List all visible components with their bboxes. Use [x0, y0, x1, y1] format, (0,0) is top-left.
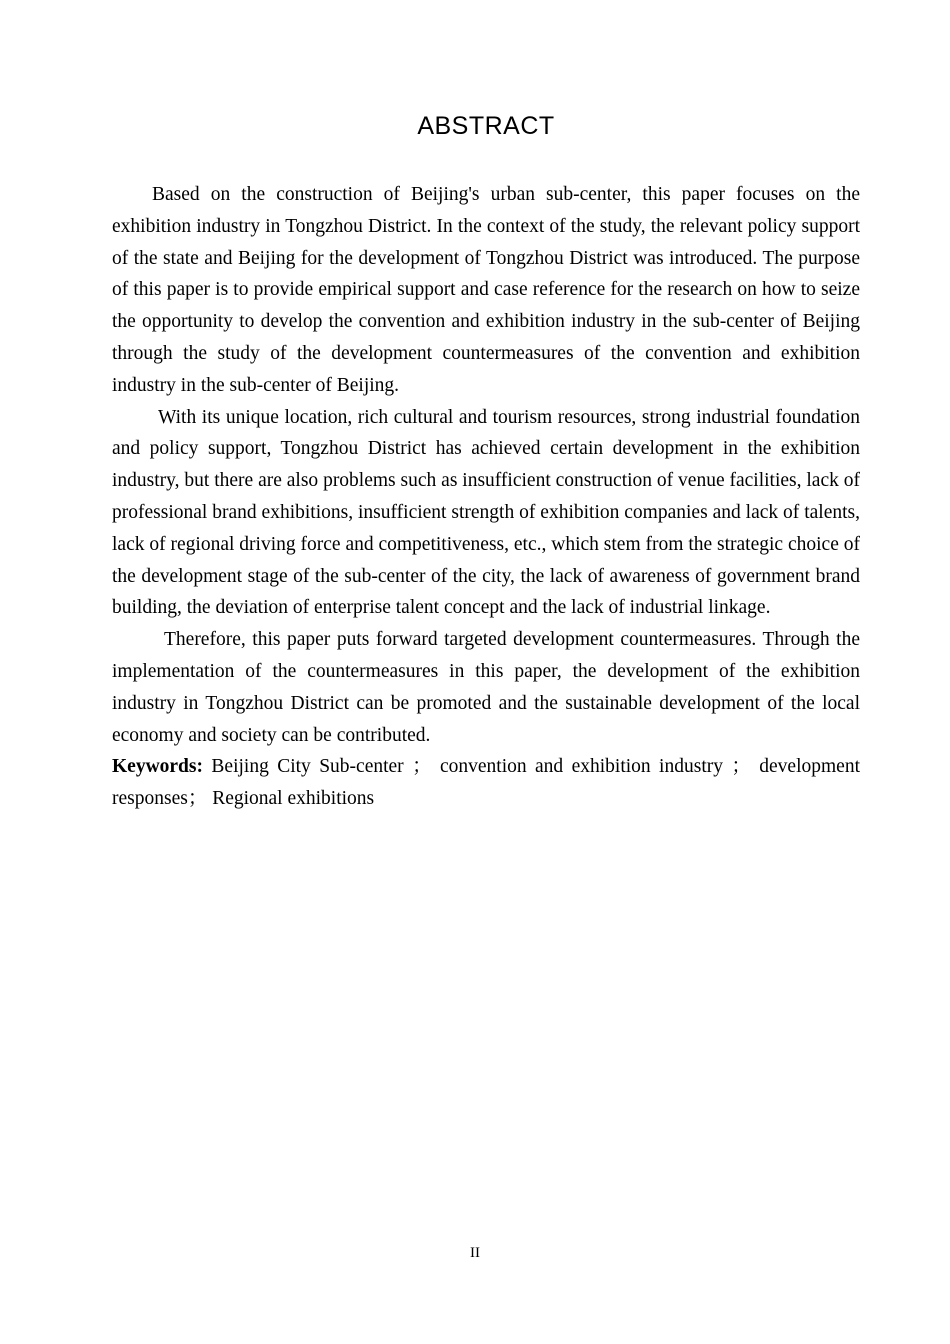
paragraph-2: With its unique location, rich cultural and tourism resources, strong industrial foundation and policy support, Tongzhou District has achieved certain development in the exhibition industry, but there are also problems such as insufficient construction of venue facilities, lack of professional brand exhibitions, insufficient strength of exhibition companies and lack of talents, lack of regional driving force and competitiveness, etc., which stem from the strategic choice of the development stage of the sub-center of the city, the lack of awareness of government brand building, the deviation of enterprise talent concept and the lack of industrial linkage. [112, 406, 860, 619]
paragraph-3: Therefore, this paper puts forward targeted development countermeasures. Through the implementation of the countermeasures in this paper, the development of the exhibition industry in Tongzhou District can be promoted and the sustainable development of the local economy and society can be contributed. [112, 629, 860, 746]
keywords-label: Keywords: [112, 756, 203, 778]
keywords-value: Beijing City Sub-center ； convention and exhibition industry ； development responses； Regional exhibitions [112, 756, 860, 810]
page-title: ABSTRACT [417, 112, 555, 140]
keywords-line [112, 751, 860, 815]
document-body [112, 0, 860, 815]
page-number: II [470, 1245, 480, 1261]
abstract-text [112, 179, 860, 815]
paragraph-1: Based on the construction of Beijing's urban sub-center, this paper focuses on the exhibition industry in Tongzhou District. In the context of the study, the relevant policy support of the state and Beijing for the development of Tongzhou District was introduced. The purpose of this paper is to provide empirical support and case reference for the research on how to seize the opportunity to develop the convention and exhibition industry in the sub-center of Beijing through the study of the development countermeasures of the convention and exhibition industry in the sub-center of Beijing. [112, 184, 860, 396]
